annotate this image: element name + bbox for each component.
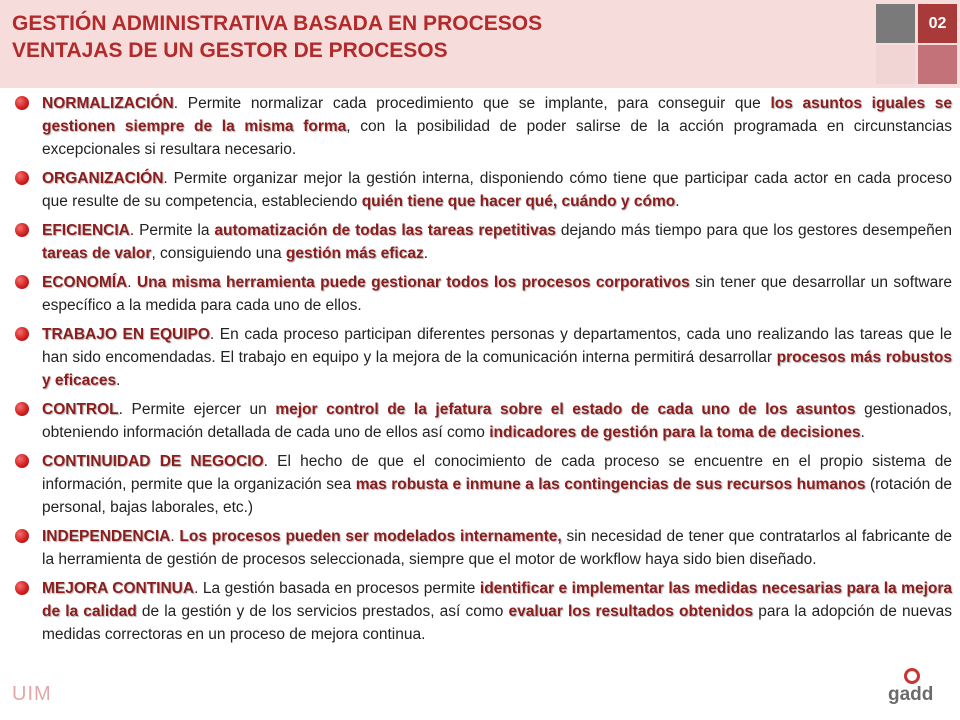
list-item-normalizacion [12, 92, 952, 161]
item-highlight: gestión más eficaz [285, 245, 424, 262]
item-highlight: Una misma herramienta puede gestionar todos los procesos corporativos [136, 274, 690, 291]
bullet-icon [15, 223, 29, 237]
item-text: dejando más tiempo para que los gestores desempeñen [555, 222, 952, 239]
item-highlight: evaluar los resultados obtenidos [508, 603, 754, 620]
item-text: . [127, 274, 137, 291]
item-term: ORGANIZACIÓN [42, 170, 164, 187]
bullet-icon [15, 402, 29, 416]
gadd-logo-text: gadd [888, 684, 934, 705]
item-term: MEJORA CONTINUA [42, 580, 195, 597]
item-term: ECONOMÍA [42, 274, 128, 291]
item-text: . [675, 193, 680, 210]
item-text: para la adopción de nuevas medidas correctoras en un proceso de mejora continua. [42, 603, 952, 643]
advantages-list [12, 92, 952, 652]
item-text: . [860, 424, 865, 441]
item-text: , consiguiendo una [151, 245, 286, 262]
bullet-icon [15, 581, 29, 595]
item-text: . El hecho de que el conocimiento de cada proceso se encuentre en el propio sistema de información, permite que la organización sea [42, 453, 953, 493]
list-item-trabajo-en-equipo [12, 323, 952, 392]
item-text: sin necesidad de tener que contratarlos al fabricante de la herramienta de gestión de procesos seleccionada, siempre que el motor de workflow haya sido bien diseñado. [42, 528, 952, 568]
item-highlight: procesos más robustos y eficaces [42, 349, 952, 389]
item-highlight: Los procesos pueden ser modelados internamente, [179, 528, 562, 545]
deco-square-rose [918, 45, 957, 84]
item-term: EFICIENCIA [42, 222, 130, 239]
item-highlight: mejor control de la jefatura sobre el estado de cada uno de los asuntos [275, 401, 856, 418]
gadd-logo [888, 668, 944, 714]
item-term: CONTINUIDAD DE NEGOCIO [42, 453, 264, 470]
item-text: . [170, 528, 180, 545]
item-text: . En cada proceso participan diferentes personas y departamentos, cada uno realizando las tareas que le han sido encomendadas. El trabajo en equipo y la mejora de la comunicación interna permitirá desarrollar [42, 326, 952, 366]
item-text: de la gestión y de los servicios prestados, así como [136, 603, 509, 620]
item-text: . Permite organizar mejor la gestión interna, disponiendo cómo tiene que participar cada actor en cada proceso que resulte de su competencia, estableciendo [42, 170, 952, 210]
item-term: TRABAJO EN EQUIPO [42, 326, 210, 343]
title-line-2: VENTAJAS DE UN GESTOR DE PROCESOS [12, 39, 448, 62]
gadd-logo-ring-icon [904, 668, 920, 684]
item-text: (rotación de personal, bajas laborales, etc.) [42, 476, 952, 516]
slide-number-badge: 02 [918, 4, 957, 43]
item-term: NORMALIZACIÓN [42, 95, 174, 112]
list-item-control [12, 398, 952, 444]
item-highlight: los asuntos iguales se gestionen siempre de la misma forma [42, 95, 952, 135]
list-item-independencia [12, 525, 952, 571]
item-text: . Permite ejercer un [118, 401, 276, 418]
item-highlight: indicadores de gestión para la toma de decisiones [489, 424, 861, 441]
item-highlight: quién tiene que hacer qué, cuándo y cómo [361, 193, 676, 210]
slide-title [12, 10, 542, 64]
slide-header [0, 0, 960, 88]
item-text: . [423, 245, 429, 262]
item-highlight: identificar e implementar las medidas necesarias para la mejora de la calidad [42, 580, 952, 620]
deco-square-gray [876, 4, 915, 43]
deco-square-light [876, 45, 915, 84]
item-term: CONTROL [42, 401, 119, 418]
list-item-mejora-continua [12, 577, 952, 646]
list-item-organizacion [12, 167, 952, 213]
bullet-icon [15, 529, 29, 543]
title-line-1: GESTIÓN ADMINISTRATIVA BASADA EN PROCESOS [12, 12, 543, 35]
list-item-eficiencia [12, 219, 952, 265]
item-text: . Permite la [129, 222, 215, 239]
item-text: . Permite normalizar cada procedimiento que se implante, para conseguir que [173, 95, 771, 112]
list-item-continuidad [12, 450, 952, 519]
item-text: sin tener que desarrollar un software específico a la medida para cada uno de ellos. [42, 274, 952, 314]
item-highlight: automatización de todas las tareas repetitivas [214, 222, 556, 239]
bullet-icon [15, 96, 29, 110]
item-text: , con la posibilidad de poder salirse de la acción programada en circunstancias excepcionales si resultara necesario. [42, 118, 952, 158]
item-text: gestionados, obteniendo información detallada de cada uno de ellos así como [42, 401, 952, 441]
item-text: . La gestión basada en procesos permite [194, 580, 480, 597]
item-text: . [116, 372, 121, 389]
uim-logo: UIM [12, 683, 52, 705]
bullet-icon [15, 171, 29, 185]
list-item-economia [12, 271, 952, 317]
item-term: INDEPENDENCIA [42, 528, 171, 545]
bullet-icon [15, 454, 29, 468]
bullet-icon [15, 327, 29, 341]
bullet-icon [15, 275, 29, 289]
item-highlight: tareas de valor [42, 245, 152, 262]
item-highlight: mas robusta e inmune a las contingencias de sus recursos humanos [355, 476, 866, 493]
